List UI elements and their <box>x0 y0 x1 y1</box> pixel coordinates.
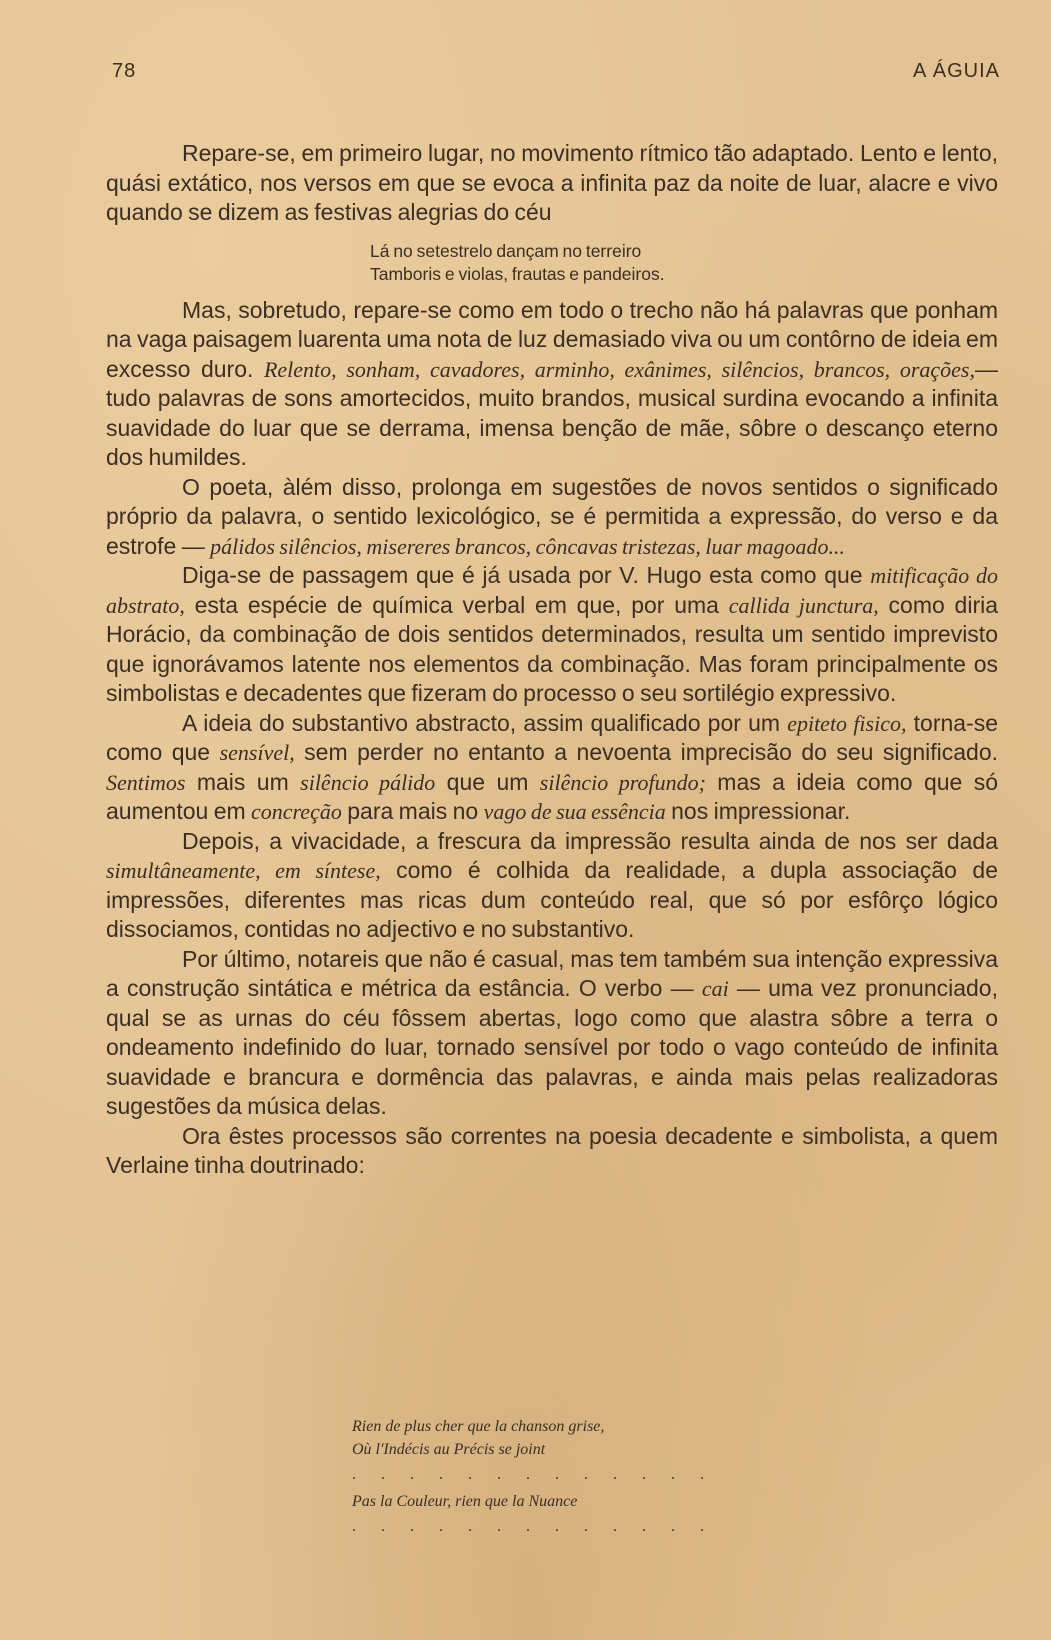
text-run: para mais no <box>341 798 484 824</box>
italic-run: pálidos silêncios, misereres brancos, côncavas tristezas, luar magoado... <box>210 533 845 559</box>
italic-run: silêncio pálido <box>300 769 436 795</box>
text-run: como é colhida da realidade, a dupla associação de impressões, diferentes mas ricas dum conteúdo real, que só por esfôrço lógico dissociamos, contidas no adjectivo e no substantivo. <box>106 857 999 942</box>
italic-run: simultâneamente, em síntese, <box>106 858 381 883</box>
verse-line: Lá no setestrelo dançam no terreiro <box>370 240 642 261</box>
text-run: Depois, a vivacidade, a frescura da impressão resulta ainda de nos ser dada <box>182 827 998 854</box>
paragraph <box>106 296 998 473</box>
text-run: torna-se como que <box>106 709 999 765</box>
text-run: — uma vez pronunciado, qual se as urnas do céu fôssem abertas, logo como que alastra sôbre a terra o ondeamento indefinido do luar, tornado sensível por todo o vago conteúdo de infinita suavidade e brancura e dormência das palavras, e ainda mais pelas realizadoras sugestões da música delas. <box>106 975 998 1119</box>
quote-line: Où l'Indécis au Précis se joint <box>352 1441 546 1458</box>
main-text <box>106 139 998 1181</box>
text-run: Diga-se de passagem que é já usada por V. Hugo esta como que <box>182 562 871 588</box>
paragraph <box>106 473 998 562</box>
quote-line: Pas la Couleur, rien que la Nuance <box>352 1493 578 1510</box>
text-run: Mas, sobretudo, repare-se como em todo o trecho não há palavras que ponham na vaga paisagem luarenta uma nota de luz demasiado viva ou um contôrno de ideia em excesso duro. <box>106 296 998 382</box>
italic-run: Relento, sonham, cavadores, arminho, exânimes, silêncios, brancos, orações, <box>263 356 975 382</box>
text-run: — tudo palavras de sons amortecidos, muito brandos, musical surdina evocando a infinita suavidade do luar que se derrama, imensa benção de mãe, sôbre o descanço eterno dos humildes. <box>106 355 998 470</box>
text-run: mas a ideia como que só aumentou em <box>106 768 999 824</box>
text-run: que um <box>435 768 540 795</box>
running-title: A ÁGUIA <box>912 60 1000 82</box>
italic-run: silêncio profundo; <box>539 769 706 795</box>
text-run: O poeta, àlém disso, prolonga em sugestões de novos sentidos o significado próprio da palavra, o sentido lexicológico, se é permitida a expressão, do verso e da estrofe — <box>106 473 998 559</box>
verse-line: Tamboris e violas, frautas e pandeiros. <box>370 263 665 284</box>
paragraph: Repare-se, em primeiro lugar, no movimento rítmico tão adaptado. Lento e lento, quási extático, nos versos em que se evoca a infinita paz da noite de luar, alacre e vivo quando se dizem as festivas alegrias do céu <box>106 140 998 225</box>
text-run: Por último, notareis que não é casual, mas tem também sua intenção expressiva a construção sintática e métrica da estância. O verbo — <box>106 945 998 1001</box>
paragraph <box>106 561 998 709</box>
text-run: sem perder no entanto a nevoenta imprecisão do seu significado. <box>294 739 998 765</box>
text-run: nos impressionar. <box>665 798 851 824</box>
italic-run: vago de sua essência <box>483 799 666 824</box>
text-run: esta espécie de química verbal em que, por uma <box>184 591 729 618</box>
ellipsis-row: . . . . . . . . . . . . . <box>352 1466 715 1483</box>
text-run: como diria Horácio, da combinação de dois sentidos determinados, resulta um sentido imprevisto que ignorávamos latente nos elementos da combinação. Mas foram principalmente os simbolistas e decadentes que fizeram do processo o seu sortilégio expressivo. <box>106 591 998 706</box>
page-number: 78 <box>112 60 137 82</box>
paragraph <box>106 827 998 945</box>
italic-run: callida junctura, <box>728 592 879 618</box>
text-run: A ideia do substantivo abstracto, assim qualificado por um <box>182 709 788 736</box>
ellipsis-row: . . . . . . . . . . . . . <box>352 1518 715 1535</box>
paragraph <box>106 709 998 827</box>
page-header <box>112 60 1000 86</box>
paragraph <box>106 945 998 1122</box>
italic-run: Sentimos <box>106 769 186 795</box>
text-run: mais um <box>185 768 301 795</box>
paragraph: Ora êstes processos são correntes na poesia decadente e simbolista, a quem Verlaine tinha doutrinado: <box>106 1122 998 1178</box>
italic-run: concreção <box>251 799 342 824</box>
italic-run: sensível, <box>219 740 295 765</box>
verlaine-quotation <box>352 1415 752 1542</box>
verse-quotation <box>370 240 998 286</box>
italic-run: epiteto fisico, <box>787 710 907 736</box>
quote-line: Rien de plus cher que la chanson grise, <box>352 1418 605 1435</box>
italic-run: mitificação do abstrato, <box>106 563 998 618</box>
italic-run: cai <box>701 976 729 1001</box>
